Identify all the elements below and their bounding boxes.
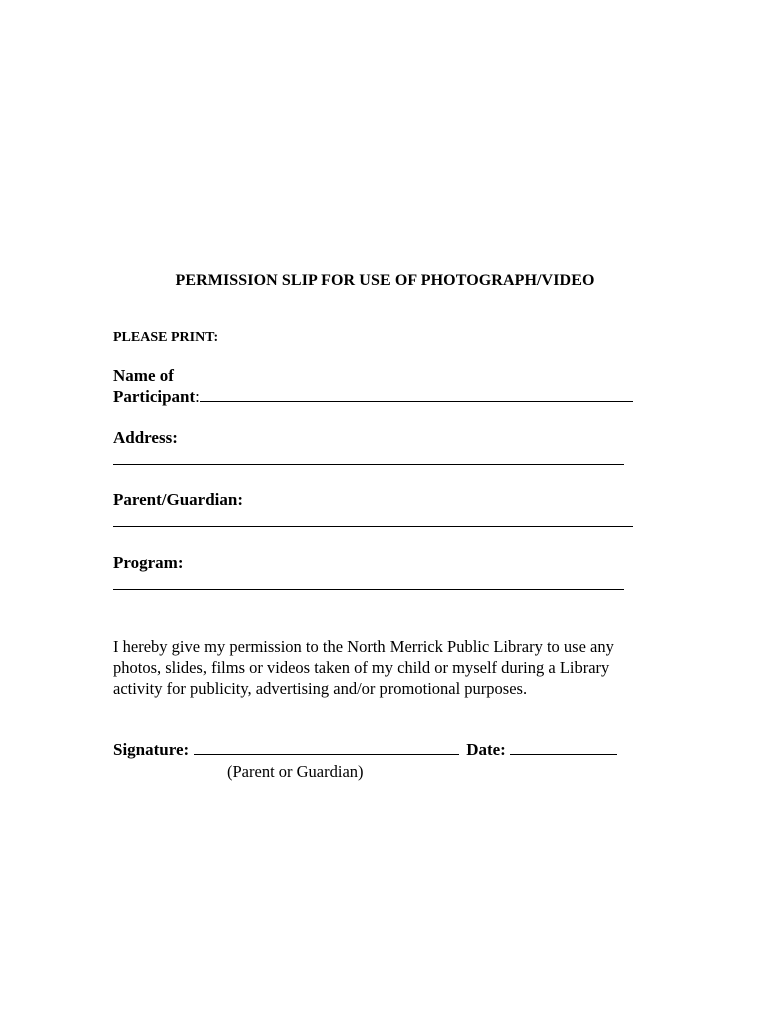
signature-label: Signature: xyxy=(113,740,190,759)
participant-label-row xyxy=(113,386,633,407)
parent-guardian-label: Parent/Guardian: xyxy=(113,490,244,509)
consent-paragraph xyxy=(113,636,673,699)
address-label: Address: xyxy=(113,428,178,447)
document-title: PERMISSION SLIP FOR USE OF PHOTOGRAPH/VIDEO xyxy=(175,272,595,289)
participant-label-line2: Participant xyxy=(113,387,196,406)
parent-guardian-field xyxy=(113,489,633,527)
program-field xyxy=(113,552,624,590)
participant-name-field xyxy=(113,365,633,407)
signature-row xyxy=(113,739,617,760)
consent-line-2: photos, slides, films or videos taken of my child or myself during a Library xyxy=(113,658,610,677)
participant-label-line1: Name of xyxy=(113,366,174,385)
participant-label-colon: : xyxy=(195,387,200,406)
date-label: Date: xyxy=(466,740,506,759)
program-label: Program: xyxy=(113,553,184,572)
address-blank[interactable] xyxy=(113,450,624,465)
participant-name-blank[interactable] xyxy=(200,386,633,402)
consent-line-3: activity for publicity, advertising and/or promotional purposes. xyxy=(113,679,528,698)
date-blank[interactable] xyxy=(510,739,617,755)
signature-blank[interactable] xyxy=(194,739,459,755)
consent-line-1: I hereby give my permission to the North Merrick Public Library to use any xyxy=(113,637,614,656)
print-instruction: PLEASE PRINT: xyxy=(113,330,219,345)
program-blank[interactable] xyxy=(113,575,624,590)
address-field xyxy=(113,427,624,465)
parent-guardian-blank[interactable] xyxy=(113,512,633,527)
signer-note: (Parent or Guardian) xyxy=(227,762,364,781)
